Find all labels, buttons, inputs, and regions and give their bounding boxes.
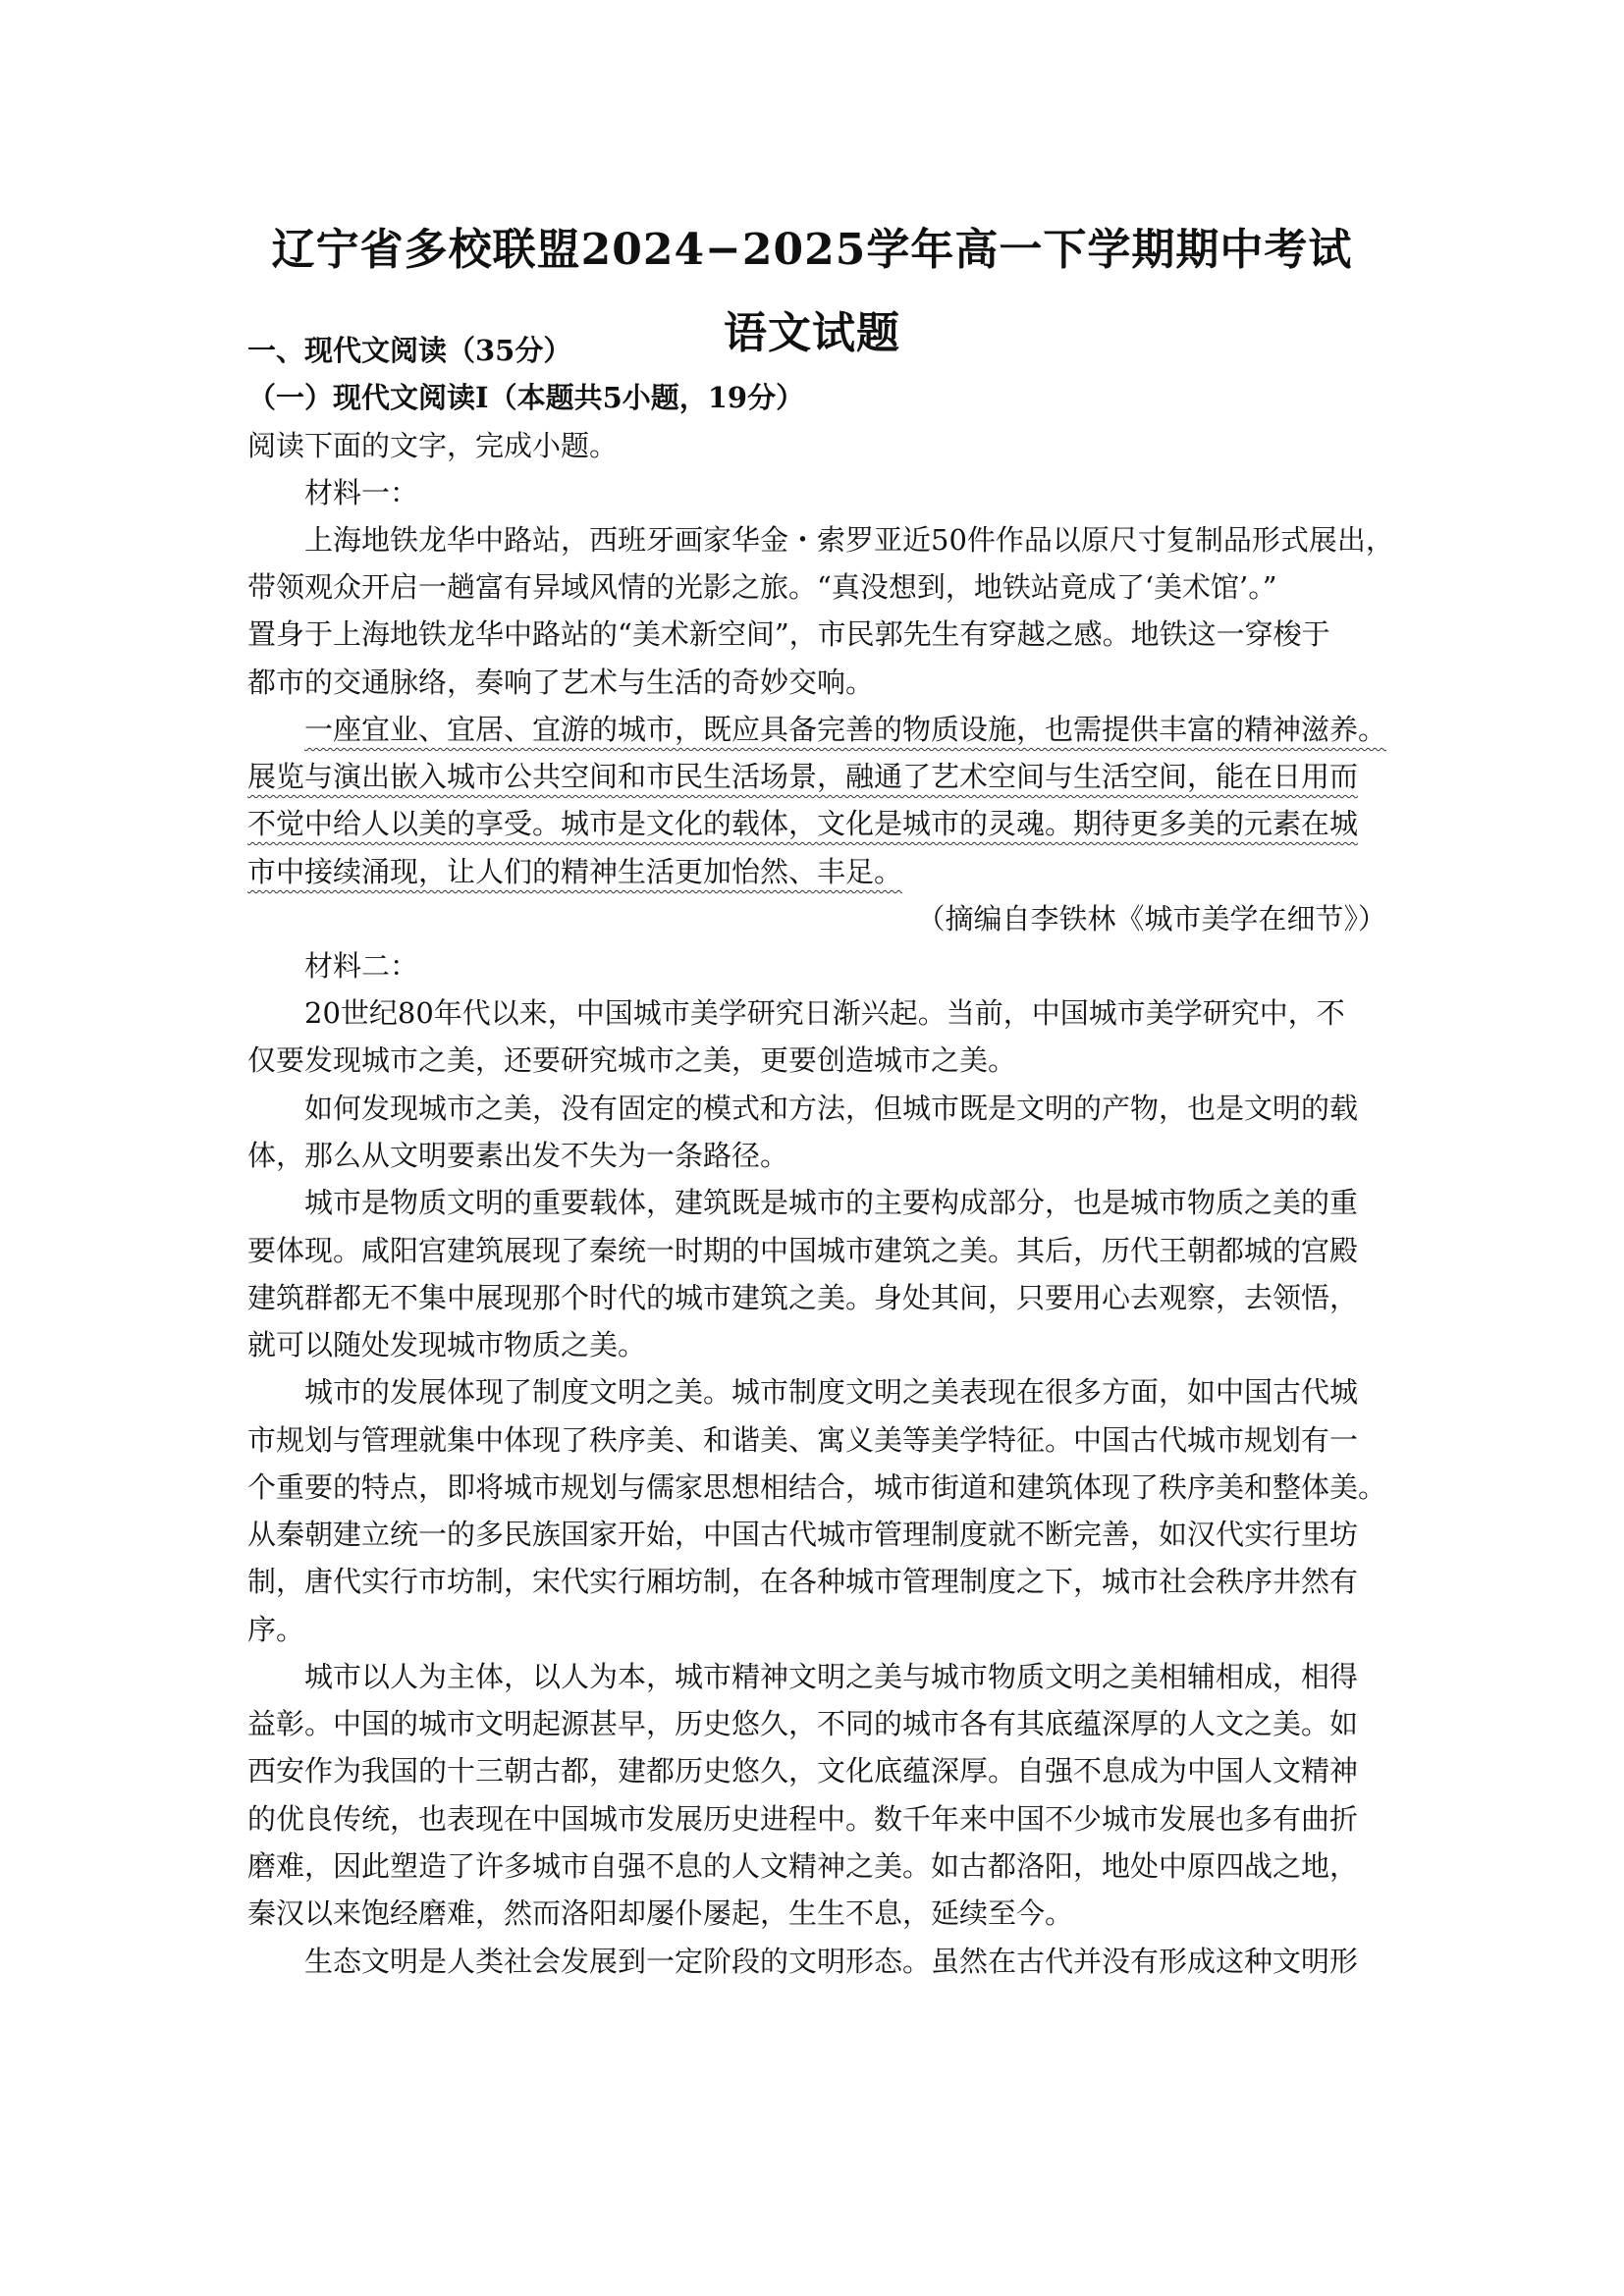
subsection-heading: （一）现代文阅读Ⅰ（本题共5小题，19分） xyxy=(247,381,805,414)
material2-line: 个重要的特点，即将城市规划与儒家思想相结合，城市街道和建筑体现了秩序美和整体美。 xyxy=(247,1470,1387,1504)
material1-underlined-line: 市中接续涌现，让人们的精神生活更加怡然、丰足。 xyxy=(247,855,903,888)
material1-underlined-line: 不觉中给人以美的享受。城市是文化的载体，文化是城市的灵魂。期待更多美的元素在城 xyxy=(247,807,1359,840)
material2-line: 城市的发展体现了制度文明之美。城市制度文明之美表现在很多方面，如中国古代城 xyxy=(304,1375,1359,1409)
material2-line: 益彰。中国的城市文明起源甚早，历史悠久，不同的城市各有其底蕴深厚的人文之美。如 xyxy=(247,1707,1359,1740)
section-heading: 一、现代文阅读（35分） xyxy=(247,334,572,367)
material2-line: 的优良传统，也表现在中国城市发展历史进程中。数千年来中国不少城市发展也多有曲折 xyxy=(247,1802,1359,1836)
material2-line: 城市以人为主体，以人为本，城市精神文明之美与城市物质文明之美相辅相成，相得 xyxy=(304,1660,1359,1693)
material2-line: 市规划与管理就集中体现了秩序美、和谐美、寓义美等美学特征。中国古代城市规划有一 xyxy=(247,1423,1359,1457)
material1-line: 置身于上海地铁龙华中路站的“美术新空间”，市民郭先生有穿越之感。地铁这一穿梭于 xyxy=(247,617,1330,651)
exam-subject-title: 语文试题 xyxy=(724,308,900,358)
material2-line: 就可以随处发现城市物质之美。 xyxy=(247,1328,647,1362)
material2-line: 仅要发现城市之美，还要研究城市之美，更要创造城市之美。 xyxy=(247,1043,1017,1077)
material2-line: 如何发现城市之美，没有固定的模式和方法，但城市既是文明的产物，也是文明的载 xyxy=(304,1092,1359,1125)
material2-line: 城市是物质文明的重要载体，建筑既是城市的主要构成部分，也是城市物质之美的重 xyxy=(304,1186,1359,1219)
material2-line: 要体现。咸阳宫建筑展现了秦统一时期的中国城市建筑之美。其后，历代王朝都城的宫殿 xyxy=(247,1234,1359,1267)
material2-line: 20世纪80年代以来，中国城市美学研究日渐兴起。当前，中国城市美学研究中，不 xyxy=(304,996,1345,1030)
exam-title: 辽宁省多校联盟2024−2025学年高一下学期期中考试 xyxy=(271,225,1353,275)
material2-heading: 材料二： xyxy=(304,949,419,983)
material1-source: （摘编自李铁林《城市美学在细节》） xyxy=(916,902,1386,935)
material2-line: 序。 xyxy=(247,1613,305,1646)
material1-underlined-line: 展览与演出嵌入城市公共空间和市民生活场景，融通了艺术空间与生活空间，能在日用而 xyxy=(247,760,1359,793)
material1-line: 带领观众开启一趟富有异域风情的光影之旅。“真没想到，地铁站竟成了‘美术馆’。” xyxy=(247,570,1277,604)
material2-line: 从秦朝建立统一的多民族国家开始，中国古代城市管理制度就不断完善，如汉代实行里坊 xyxy=(247,1518,1359,1551)
instruction-text: 阅读下面的文字，完成小题。 xyxy=(247,429,619,462)
material2-line: 制，唐代实行市坊制，宋代实行厢坊制，在各种城市管理制度之下，城市社会秩序井然有 xyxy=(247,1565,1359,1598)
material2-line: 建筑群都无不集中展现那个时代的城市建筑之美。身处其间，只要用心去观察，去领悟， xyxy=(247,1281,1359,1314)
material1-line: 都市的交通脉络，奏响了艺术与生活的奇妙交响。 xyxy=(247,666,875,699)
material1-line: 上海地铁龙华中路站，西班牙画家华金・索罗亚近50件作品以原尺寸复制品形式展出， xyxy=(304,523,1394,557)
material1-underlined-line: 一座宜业、宜居、宜游的城市，既应具备完善的物质设施，也需提供丰富的精神滋养。 xyxy=(304,713,1387,746)
material2-line: 体，那么从文明要素出发不失为一条路径。 xyxy=(247,1139,789,1172)
material2-line: 西安作为我国的十三朝古都，建都历史悠久，文化底蕴深厚。自强不息成为中国人文精神 xyxy=(247,1754,1359,1788)
material2-line: 磨难，因此塑造了许多城市自强不息的人文精神之美。如古都洛阳，地处中原四战之地， xyxy=(247,1849,1359,1883)
material2-line: 秦汉以来饱经磨难，然而洛阳却屡仆屡起，生生不息，延续至今。 xyxy=(247,1896,1074,1930)
material2-line: 生态文明是人类社会发展到一定阶段的文明形态。虽然在古代并没有形成这种文明形 xyxy=(304,1945,1359,1978)
material1-heading: 材料一： xyxy=(304,476,419,509)
